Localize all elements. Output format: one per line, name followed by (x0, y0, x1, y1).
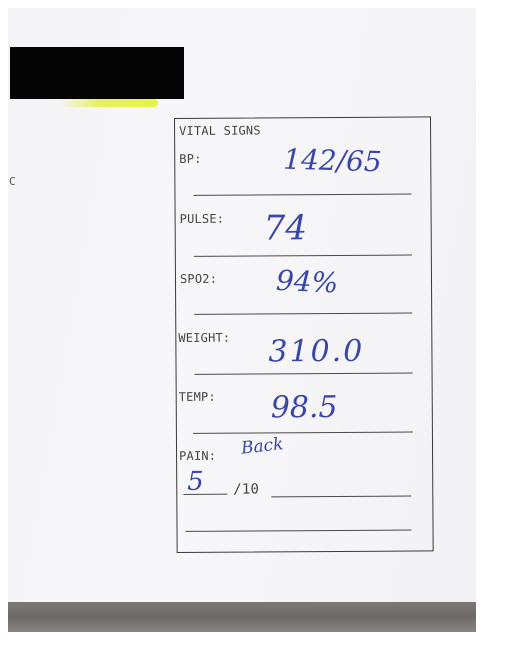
pain-location: Back (240, 434, 285, 459)
vital-signs-title: VITAL SIGNS (179, 123, 261, 138)
vital-signs-box (174, 116, 434, 553)
pain-score: 5 (187, 466, 204, 497)
bp-label: BP: (179, 151, 202, 166)
cut-off-text: C (9, 175, 16, 188)
pain-notes-line (271, 496, 411, 498)
pain-label: PAIN: (179, 448, 217, 463)
spo2-value: 94% (275, 263, 339, 300)
spo2-label: SPO2: (179, 271, 218, 286)
temp-value: 98.5 (270, 390, 338, 426)
table-surface (8, 602, 476, 632)
weight-underline (195, 373, 413, 375)
spo2-underline (194, 313, 412, 315)
extra-line (186, 530, 412, 532)
temp-label: TEMP: (178, 389, 216, 404)
bp-underline (193, 194, 411, 196)
weight-value: 310.0 (268, 333, 365, 370)
pain-score-underline (183, 494, 227, 495)
pain-scale: /10 (233, 481, 260, 498)
bp-value: 142/65 (282, 142, 383, 179)
redaction-block (10, 47, 184, 99)
pulse-underline (194, 255, 412, 257)
pulse-value: 74 (263, 208, 308, 249)
highlighter-mark (60, 99, 158, 107)
pulse-label: PULSE: (179, 211, 225, 226)
weight-label: WEIGHT: (178, 330, 231, 345)
temp-underline (193, 432, 413, 434)
